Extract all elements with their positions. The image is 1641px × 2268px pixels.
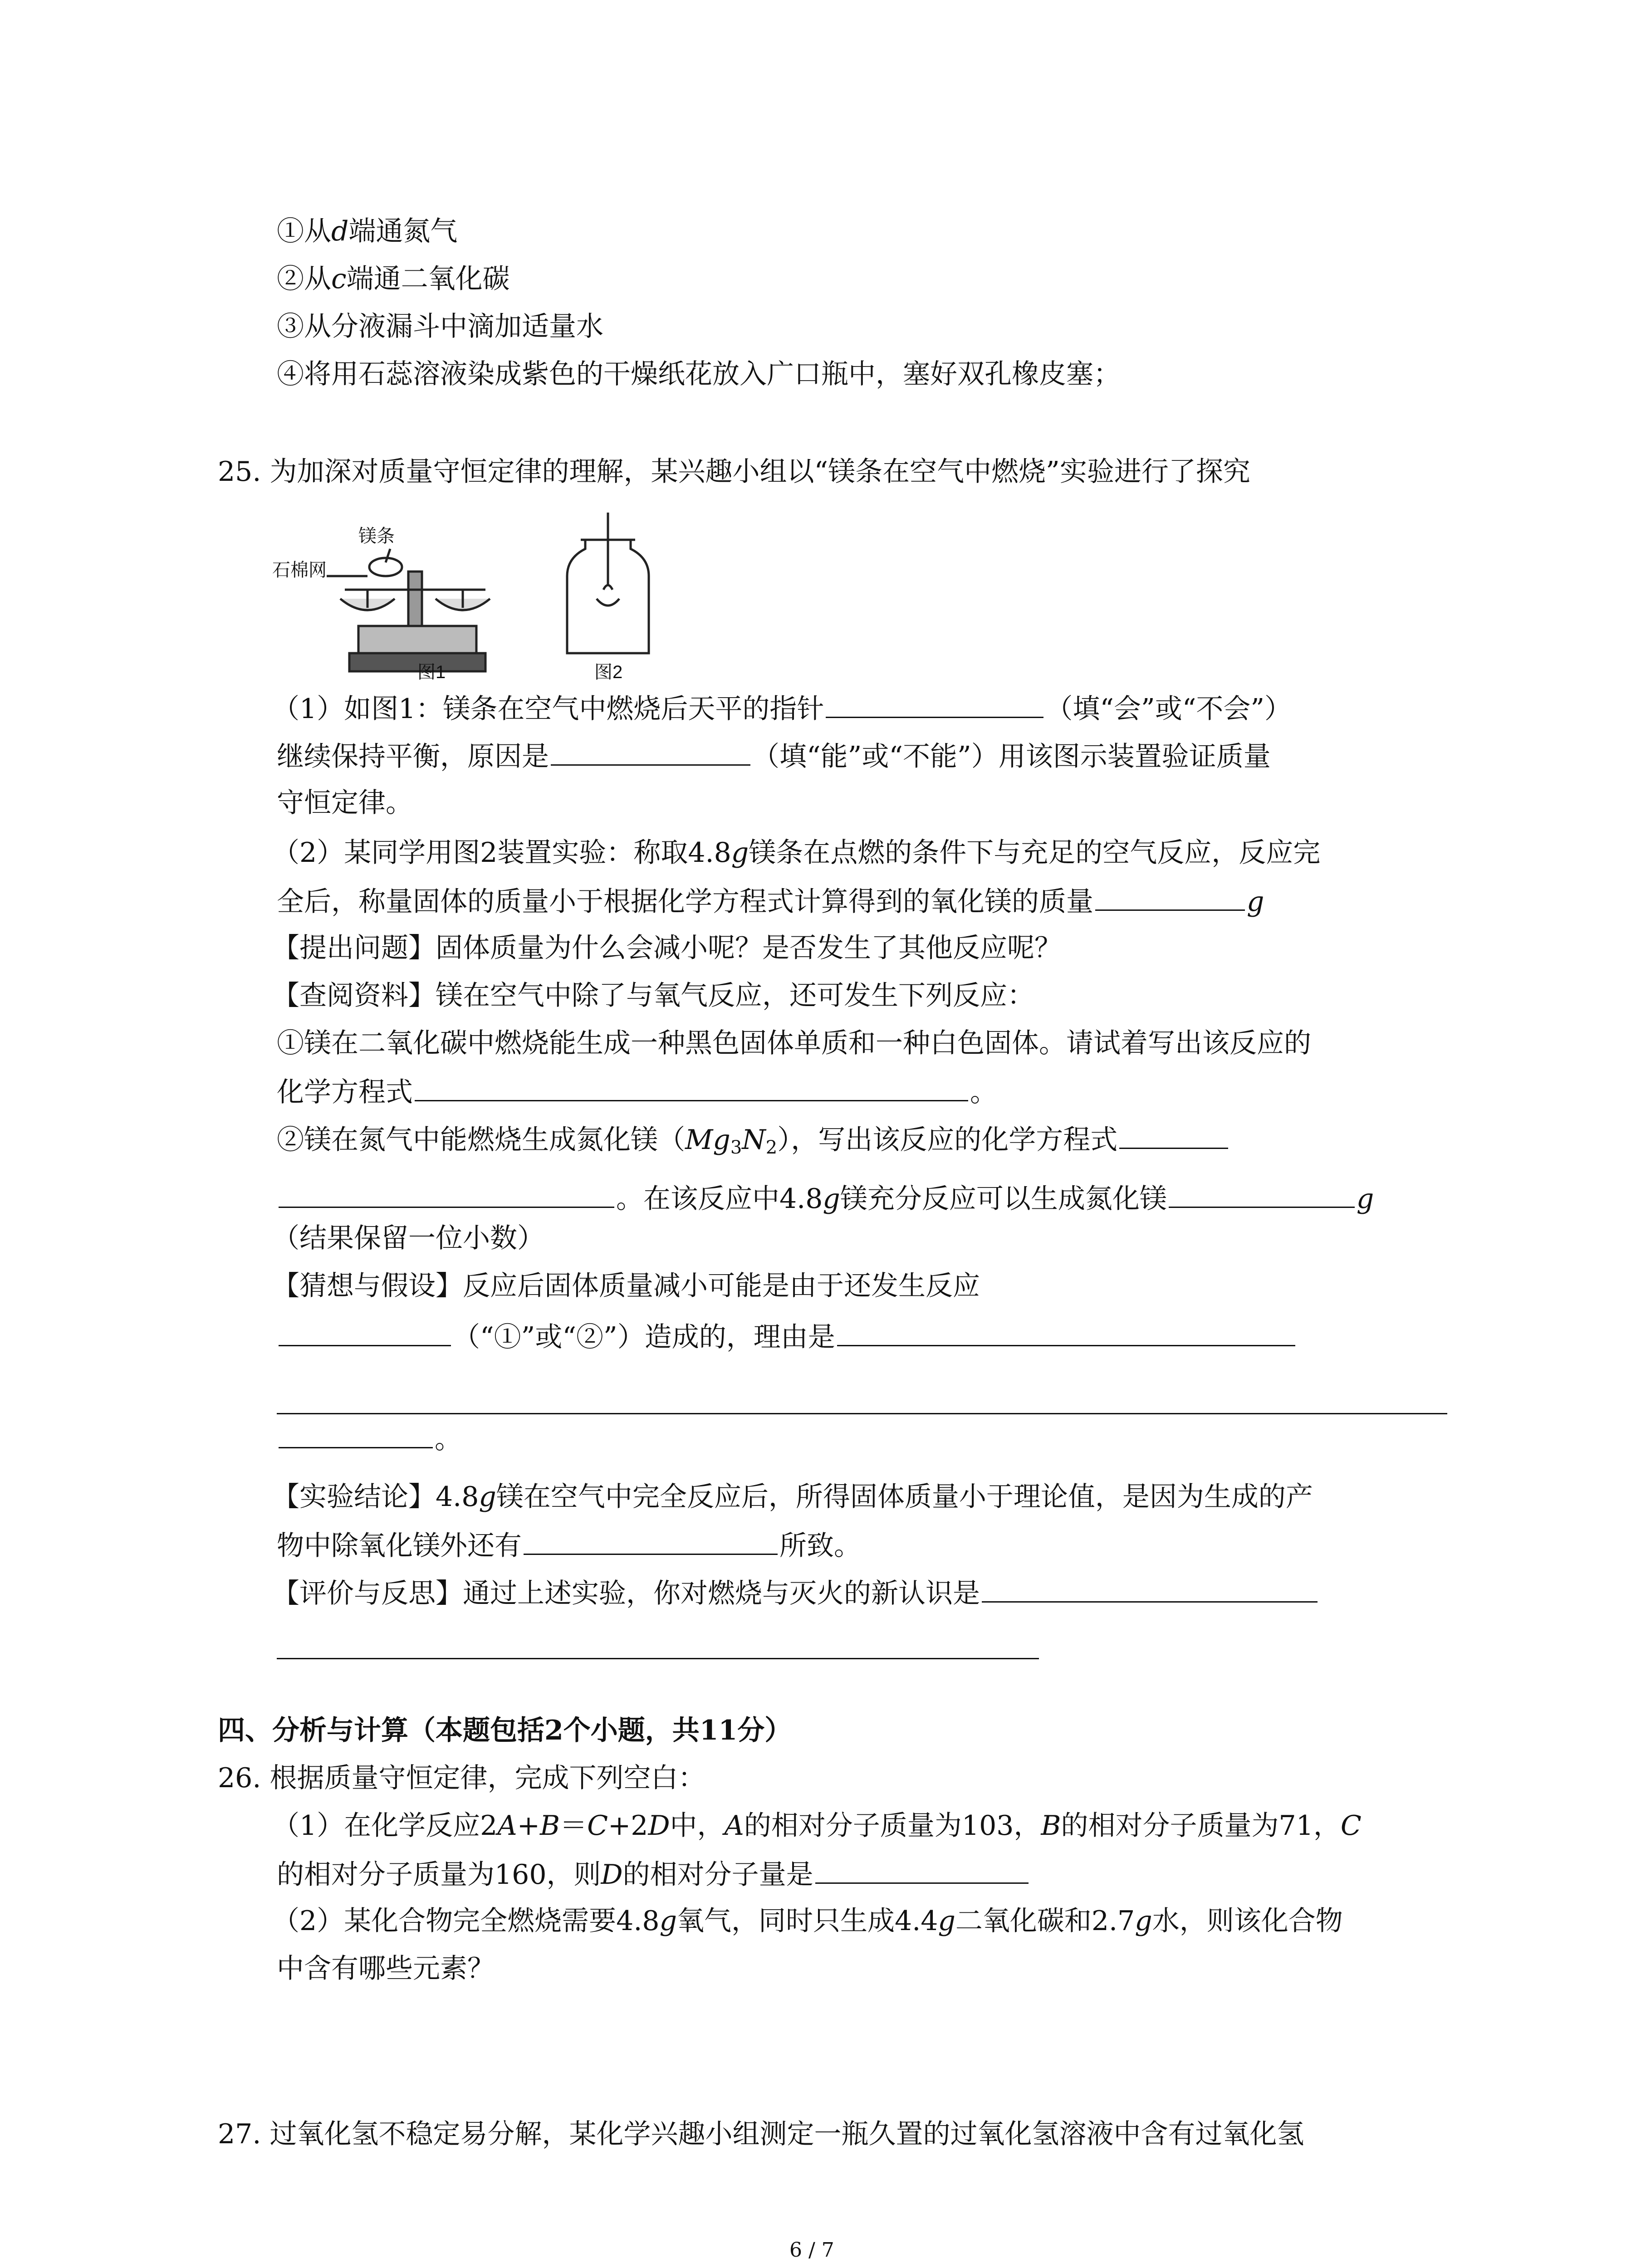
q25-part2-line2: 全后，称量固体的质量小于根据化学方程式计算得到的氧化镁的质量 g xyxy=(277,882,1264,920)
answer-blank-reason-2c[interactable] xyxy=(279,1420,433,1448)
step-1: ①从d端通氮气 xyxy=(277,215,458,247)
q25-stem: 25. 为加深对质量守恒定律的理解，某兴趣小组以“镁条在空气中燃烧”实验进行了探究 xyxy=(218,456,1250,488)
q25-conclusion-line1: 【实验结论】4.8g镁在空气中完全反应后，所得固体质量小于理论值，是因为生成的产 xyxy=(272,1481,1313,1513)
q26-part2-line2: 中含有哪些元素？ xyxy=(277,1953,495,1984)
page-number: 6 / 7 xyxy=(789,2239,834,2262)
q25-ref1-line2: 化学方程式 。 xyxy=(277,1073,997,1110)
answer-blank-nitride-mass[interactable] xyxy=(1169,1179,1355,1208)
q25-part1-line3: 守恒定律。 xyxy=(277,787,413,819)
label-fig2: 图2 xyxy=(594,662,623,682)
q25-ref2-note: （结果保留一位小数） xyxy=(272,1222,544,1254)
q25-ref2-line2: 。在该反应中4.8g镁充分反应可以生成氮化镁 g xyxy=(277,1179,1374,1217)
answer-blank-d-molar-mass[interactable] xyxy=(815,1855,1029,1884)
label-mg-strip: 镁条 xyxy=(358,526,395,546)
q26-stem: 26. 根据质量守恒定律，完成下列空白： xyxy=(218,1762,705,1794)
q25-guess-line4: 。 xyxy=(277,1420,462,1457)
answer-blank-reason-2a[interactable] xyxy=(837,1318,1295,1346)
q25-ref1-line1: ①镁在二氧化碳中燃烧能生成一种黑色固体单质和一种白色固体。请试着写出该反应的 xyxy=(277,1027,1311,1059)
q25-guess-line2: （“①”或“②”）造成的，理由是 xyxy=(277,1318,1297,1355)
step-4: ④将用石蕊溶液染成紫色的干燥纸花放入广口瓶中，塞好双孔橡皮塞； xyxy=(277,358,1121,390)
q25-part1-line1: （1）如图1：镁条在空气中燃烧后天平的指针 （填“会”或“不会”） xyxy=(272,689,1292,727)
label-fig1: 图1 xyxy=(417,662,446,682)
q25-references: 【查阅资料】镁在空气中除了与氧气反应，还可发生下列反应： xyxy=(272,980,1034,1012)
answer-blank-equation-2b[interactable] xyxy=(279,1179,614,1208)
answer-blank-which-reaction[interactable] xyxy=(279,1318,451,1346)
label-asbestos-net: 石棉网 xyxy=(272,560,327,580)
section-4-title: 四、分析与计算（本题包括2个小题，共11分） xyxy=(218,1715,792,1746)
q26-part2-line1: （2）某化合物完全燃烧需要4.8g氧气，同时只生成4.4g二氧化碳和2.7g水，则该化合物 xyxy=(272,1905,1343,1937)
q25-evaluation: 【评价与反思】通过上述实验，你对燃烧与灭火的新认识是 xyxy=(272,1574,1319,1612)
q25-problem: 【提出问题】固体质量为什么会减小呢？是否发生了其他反应呢？ xyxy=(272,932,1062,964)
answer-blank-mgo-mass[interactable] xyxy=(1095,882,1245,911)
step-3: ③从分液漏斗中滴加适量水 xyxy=(277,311,603,342)
answer-blank-pointer[interactable] xyxy=(826,689,1043,718)
answer-blank-other-product[interactable] xyxy=(524,1526,778,1555)
q26-part1-line1: （1）在化学反应2A+B＝C+2D中，A的相对分子质量为103，B的相对分子质量为71，C xyxy=(272,1810,1362,1842)
q25-figure-1-balance xyxy=(272,517,526,685)
answer-blank-equation-2a[interactable] xyxy=(1119,1120,1228,1149)
answer-blank-reason-2b[interactable] xyxy=(277,1413,1447,1414)
q25-figure-2-jar xyxy=(558,508,658,676)
q25-ref2-line1: ②镁在氮气中能燃烧生成氮化镁$(Mg_3N_2)$，写出该反应的化学方程式 xyxy=(277,1120,1230,1166)
q27-stem: 27. 过氧化氢不稳定易分解，某化学兴趣小组测定一瓶久置的过氧化氢溶液中含有过氧化氢 xyxy=(218,2118,1304,2150)
answer-blank-reason[interactable] xyxy=(551,737,750,766)
answer-blank-evaluation-a[interactable] xyxy=(982,1574,1318,1603)
q25-part1-line2: 继续保持平衡，原因是 （填“能”或“不能”）用该图示装置验证质量 xyxy=(277,737,1271,775)
answer-blank-evaluation-b[interactable] xyxy=(277,1658,1039,1659)
q26-part1-line2: 的相对分子质量为160，则D的相对分子量是 xyxy=(277,1855,1030,1893)
q25-conclusion-line2: 物中除氧化镁外还有 所致。 xyxy=(277,1526,861,1564)
q25-part2-line1: （2）某同学用图2装置实验：称取4.8g镁条在点燃的条件下与充足的空气反应，反应完 xyxy=(272,837,1321,869)
answer-blank-equation-1[interactable] xyxy=(415,1073,968,1101)
step-2: ②从c端通二氧化碳 xyxy=(277,263,510,295)
q25-guess-line1: 【猜想与假设】反应后固体质量减小可能是由于还发生反应 xyxy=(272,1270,980,1302)
